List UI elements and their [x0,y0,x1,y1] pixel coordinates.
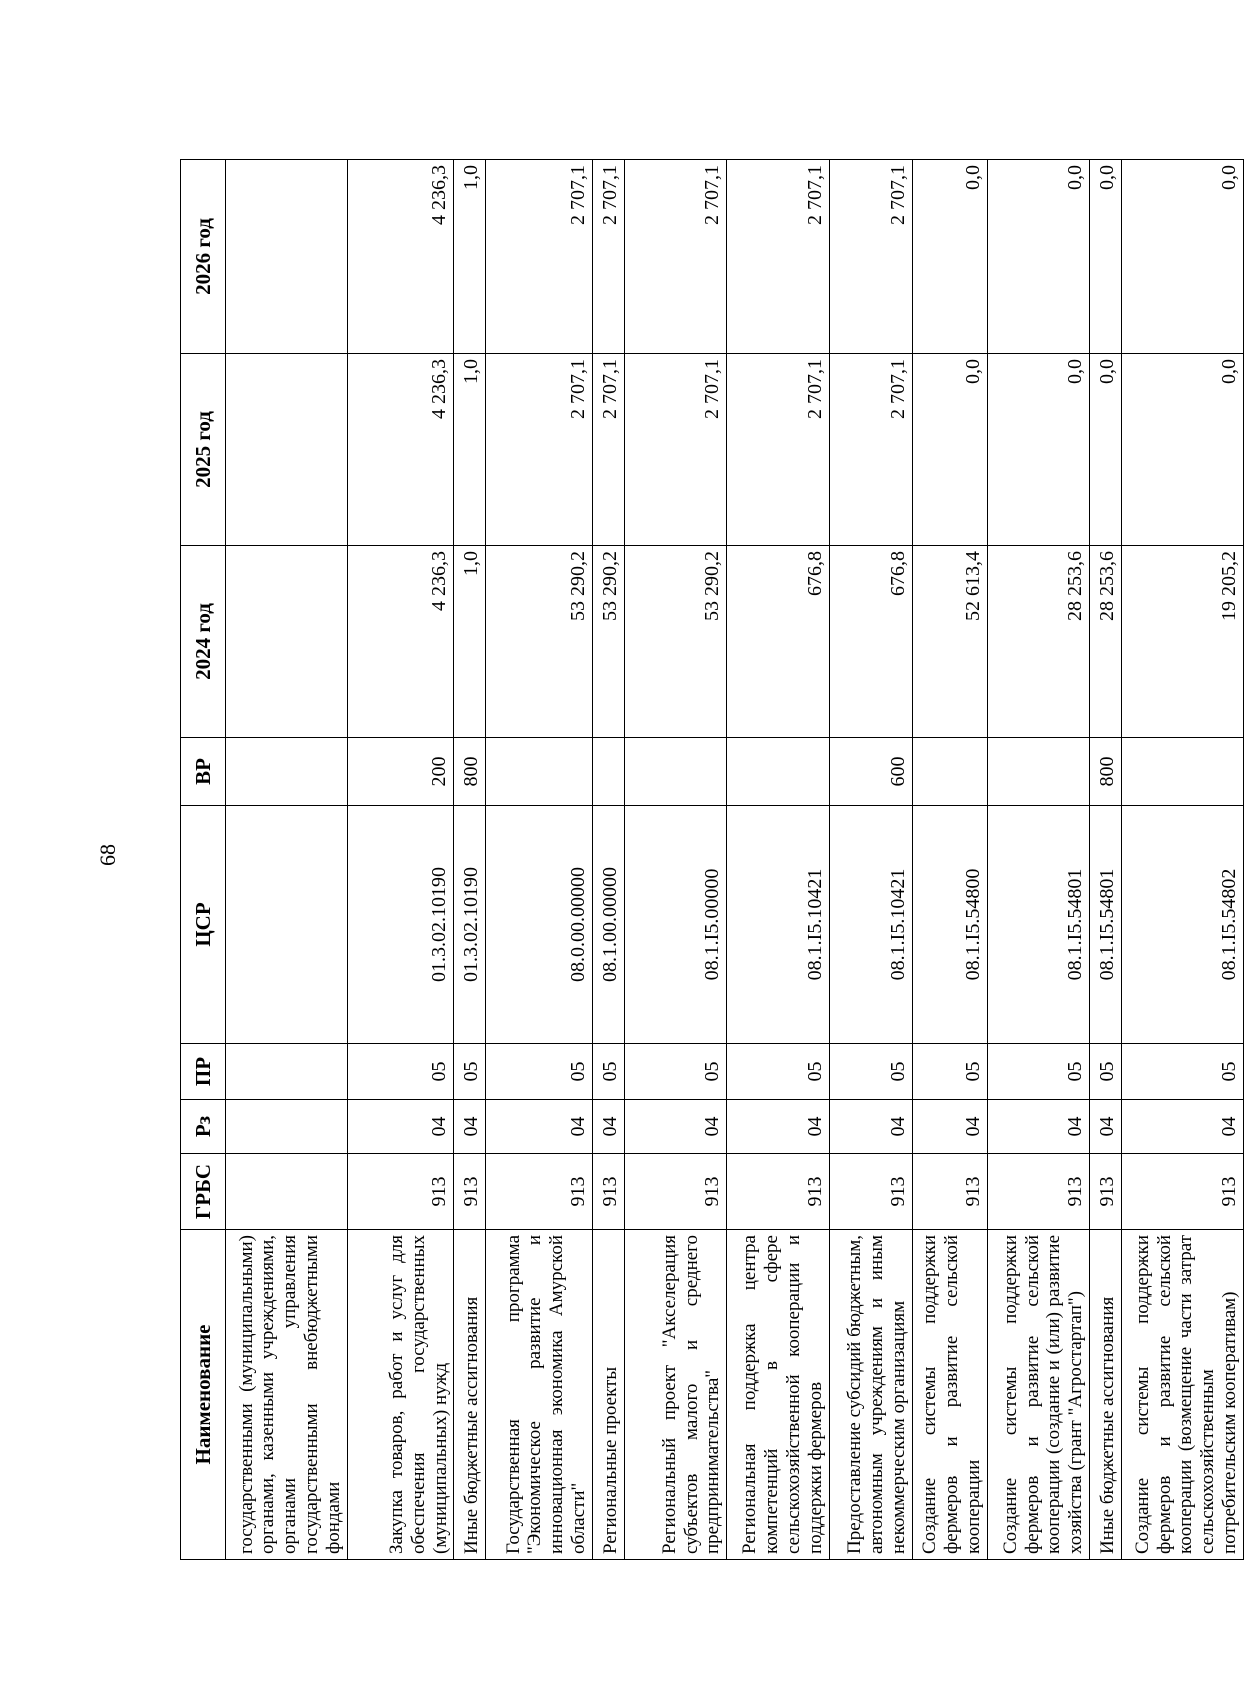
cell-name: Закупка товаров, работ и услуг для обеспечения государственных (муниципальных) нужд [347,1230,454,1560]
table-row [727,160,829,1560]
table-row [829,160,912,1560]
cell-2025: 2 707,1 [486,354,593,546]
cell-2025: 2 707,1 [624,354,726,546]
header-2025: 2025 год [181,354,226,546]
cell-2024 [226,546,348,738]
cell-name: Региональный проект "Акселерация субъектов малого и среднего предпринимательства" [624,1230,726,1560]
cell-pr: 05 [727,1044,829,1100]
cell-vr [912,738,987,806]
cell-vr [592,738,624,806]
table-row [486,160,593,1560]
cell-2025: 0,0 [987,354,1089,546]
cell-grbs: 913 [727,1154,829,1230]
cell-vr: 800 [1090,738,1122,806]
cell-rz: 04 [829,1100,912,1154]
header-rz: Рз [181,1100,226,1154]
cell-rz: 04 [1122,1100,1244,1154]
table-row [226,160,348,1560]
cell-name: Региональные проекты [592,1230,624,1560]
cell-csr: 08.1.I5.54802 [1122,806,1244,1044]
cell-name: Региональная поддержка центра компетенций в сфере сельскохозяйственной кооперации и поддержки фермеров [727,1230,829,1560]
cell-grbs: 913 [987,1154,1089,1230]
cell-rz: 04 [987,1100,1089,1154]
cell-2024: 676,8 [829,546,912,738]
cell-2025: 2 707,1 [592,354,624,546]
cell-2025: 1,0 [454,354,486,546]
cell-grbs: 913 [454,1154,486,1230]
cell-vr [987,738,1089,806]
cell-rz: 04 [1090,1100,1122,1154]
cell-2025: 0,0 [912,354,987,546]
cell-csr: 08.1.I5.00000 [624,806,726,1044]
cell-rz: 04 [592,1100,624,1154]
cell-pr: 05 [987,1044,1089,1100]
header-2026: 2026 год [181,160,226,354]
table-row [987,160,1089,1560]
cell-pr [226,1044,348,1100]
cell-pr: 05 [1090,1044,1122,1100]
cell-csr: 08.1.I5.54800 [912,806,987,1044]
cell-2026: 2 707,1 [829,160,912,354]
cell-2024: 52 613,4 [912,546,987,738]
table-row [454,160,486,1560]
cell-grbs [226,1154,348,1230]
cell-grbs: 913 [1122,1154,1244,1230]
cell-name: Создание системы поддержки фермеров и развитие сельской кооперации (возмещение части затрат сельскохозяйственным потребительским кооперативам) [1122,1230,1244,1560]
cell-csr: 08.0.00.00000 [486,806,593,1044]
cell-csr: 01.3.02.10190 [454,806,486,1044]
cell-pr: 05 [592,1044,624,1100]
cell-grbs: 913 [829,1154,912,1230]
cell-2024: 53 290,2 [592,546,624,738]
cell-2024: 53 290,2 [624,546,726,738]
table-header-row [181,160,226,1560]
cell-pr: 05 [454,1044,486,1100]
cell-2026: 1,0 [454,160,486,354]
cell-vr [1122,738,1244,806]
cell-csr: 08.1.I5.54801 [987,806,1089,1044]
table-row [912,160,987,1560]
table-body [226,160,1244,1560]
page-number: 68 [95,844,120,866]
cell-vr: 800 [454,738,486,806]
cell-2025 [226,354,348,546]
cell-rz: 04 [486,1100,593,1154]
table-row [347,160,454,1560]
cell-grbs: 913 [1090,1154,1122,1230]
cell-name: Предоставление субсидий бюджетным, автономным учреждениям и иным некоммерческим организациям [829,1230,912,1560]
table-row [1090,160,1122,1560]
cell-2025: 0,0 [1090,354,1122,546]
table-row [1122,160,1244,1560]
header-grbs: ГРБС [181,1154,226,1230]
cell-2024: 28 253,6 [987,546,1089,738]
cell-vr: 600 [829,738,912,806]
header-vr: ВР [181,738,226,806]
cell-rz: 04 [454,1100,486,1154]
cell-2024: 53 290,2 [486,546,593,738]
cell-2026: 2 707,1 [624,160,726,354]
cell-pr: 05 [912,1044,987,1100]
cell-2026: 4 236,3 [347,160,454,354]
cell-2024: 4 236,3 [347,546,454,738]
header-2024: 2024 год [181,546,226,738]
cell-2024: 19 205,2 [1122,546,1244,738]
cell-2025: 2 707,1 [727,354,829,546]
cell-2026: 0,0 [987,160,1089,354]
rotated-page-content [180,160,1244,1560]
budget-table [180,159,1244,1560]
cell-rz: 04 [347,1100,454,1154]
header-name: Наименование [181,1230,226,1560]
cell-rz: 04 [727,1100,829,1154]
cell-vr [486,738,593,806]
cell-csr: 08.1.00.00000 [592,806,624,1044]
cell-name: Государственная программа "Экономическое развитие и инновационная экономика Амурской области" [486,1230,593,1560]
cell-grbs: 913 [912,1154,987,1230]
cell-2026: 2 707,1 [486,160,593,354]
cell-vr [727,738,829,806]
cell-vr [226,738,348,806]
cell-name: Создание системы поддержки фермеров и развитие сельской кооперации [912,1230,987,1560]
cell-name: государственными (муниципальными) органами, казенными учреждениями, органами управления государственными внебюджетными фондами [226,1230,348,1560]
cell-2025: 2 707,1 [829,354,912,546]
cell-2026: 0,0 [912,160,987,354]
cell-pr: 05 [347,1044,454,1100]
cell-2026: 2 707,1 [727,160,829,354]
cell-pr: 05 [624,1044,726,1100]
header-pr: ПР [181,1044,226,1100]
cell-rz: 04 [912,1100,987,1154]
cell-rz [226,1100,348,1154]
cell-2026: 0,0 [1090,160,1122,354]
cell-2025: 0,0 [1122,354,1244,546]
cell-csr: 08.1.I5.54801 [1090,806,1122,1044]
cell-pr: 05 [829,1044,912,1100]
cell-name: Иные бюджетные ассигнования [1090,1230,1122,1560]
cell-name: Создание системы поддержки фермеров и развитие сельской кооперации (создание и (или) развитие хозяйства (грант "Агростартап") [987,1230,1089,1560]
cell-pr: 05 [1122,1044,1244,1100]
header-csr: ЦСР [181,806,226,1044]
cell-pr: 05 [486,1044,593,1100]
cell-2026: 0,0 [1122,160,1244,354]
cell-grbs: 913 [592,1154,624,1230]
cell-vr [624,738,726,806]
table-row [592,160,624,1560]
cell-rz: 04 [624,1100,726,1154]
table-row [624,160,726,1560]
cell-grbs: 913 [624,1154,726,1230]
cell-vr: 200 [347,738,454,806]
cell-grbs: 913 [347,1154,454,1230]
cell-2024: 1,0 [454,546,486,738]
cell-grbs: 913 [486,1154,593,1230]
cell-2026 [226,160,348,354]
cell-csr: 08.1.I5.10421 [829,806,912,1044]
cell-csr: 08.1.I5.10421 [727,806,829,1044]
cell-csr: 01.3.02.10190 [347,806,454,1044]
cell-2024: 676,8 [727,546,829,738]
cell-csr [226,806,348,1044]
cell-2026: 2 707,1 [592,160,624,354]
cell-2025: 4 236,3 [347,354,454,546]
cell-2024: 28 253,6 [1090,546,1122,738]
cell-name: Иные бюджетные ассигнования [454,1230,486,1560]
